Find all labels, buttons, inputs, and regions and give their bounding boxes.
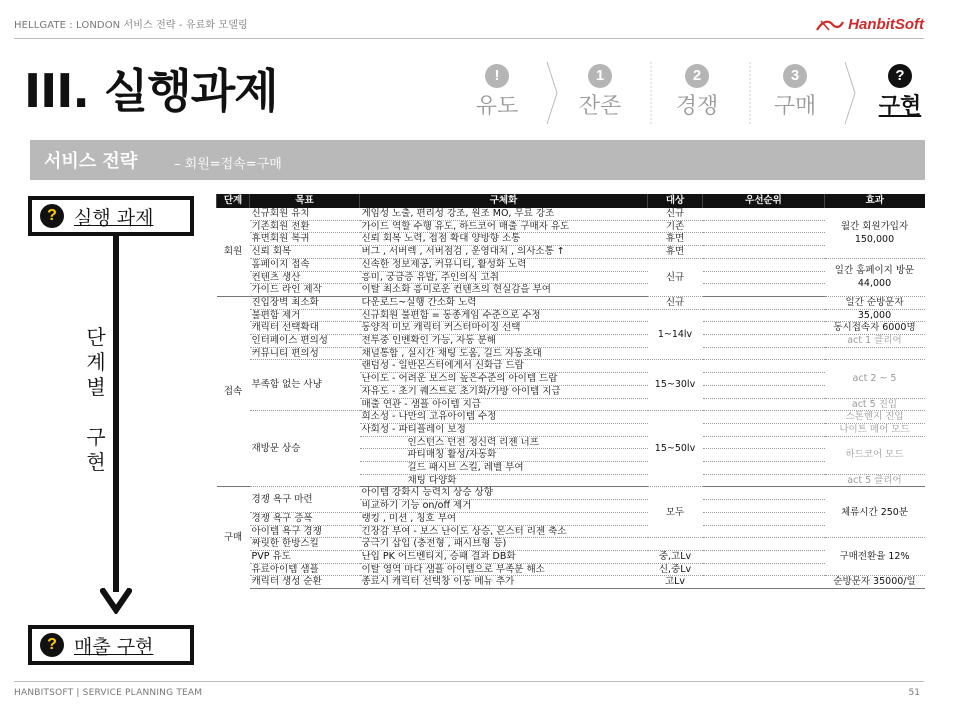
priority-cell <box>703 487 825 500</box>
logo-text: HanbitSoft <box>848 16 924 33</box>
effect-cell: 나이트 메어 모드 <box>825 423 925 436</box>
goal-cell: 인터페이스 편의성 <box>250 335 360 348</box>
table-header-row <box>217 194 925 208</box>
priority-cell <box>703 462 825 475</box>
effect-cell: 스톤헨지 진입 <box>825 411 925 424</box>
priority-cell <box>703 284 825 297</box>
detail-cell: 매출 연관 - 샘플 아이템 지급 <box>360 398 648 411</box>
step-implement[interactable] <box>855 58 945 120</box>
arrow-down-icon <box>100 588 132 614</box>
vertical-label-char: 별 <box>86 375 106 399</box>
stage-cell-access: 접속 <box>217 296 250 487</box>
question-icon: ? <box>40 633 64 657</box>
detail-cell: 신속한 정보제공, 커뮤니티, 활성화 노력 <box>360 258 648 271</box>
stage-cell-member: 회원 <box>217 208 250 296</box>
detail-cell: 자유도 - 초기 퀘스트로 초기화/가방 아이템 지급 <box>360 385 648 398</box>
col-header-priority: 우선순위 <box>703 194 825 208</box>
goal-cell: 신뢰 회복 <box>250 246 360 259</box>
step-purchase[interactable] <box>750 58 840 120</box>
priority-cell <box>703 538 825 551</box>
effect-cell: 동시접속자 6000명 <box>825 322 925 335</box>
effect-cell: 순방문자 35000/일 <box>825 576 925 589</box>
detail-cell: 채팅 다양화 <box>360 474 648 487</box>
priority-cell <box>703 322 825 335</box>
col-header-goal: 목표 <box>250 194 360 208</box>
detail-cell: 난이도 - 어려운 보스의 높은수준의 아이템 드랍 <box>360 373 648 386</box>
logo-swoosh-icon <box>815 18 845 32</box>
effect-cell: 일간 순방문자 <box>825 296 925 309</box>
header-divider <box>14 38 924 39</box>
priority-cell <box>703 296 825 309</box>
priority-cell <box>703 373 825 386</box>
goal-cell: 짜릿한 한방스킬 <box>250 538 360 551</box>
detail-cell: 궁극기 삽입 (충전형 , 패시브형 등) <box>360 538 648 551</box>
table-row <box>217 335 925 348</box>
table-row <box>217 233 925 246</box>
step-label: 경쟁 <box>675 94 719 119</box>
priority-cell <box>703 449 825 462</box>
priority-cell <box>703 208 825 220</box>
step-label: 유도 <box>475 94 519 119</box>
goal-cell: 컨텐츠 생산 <box>250 271 360 284</box>
target-cell: 휴면 <box>648 233 703 246</box>
revenue-implementation-label: 매출 구현 <box>74 635 154 658</box>
hanbitsoft-logo <box>815 16 924 33</box>
target-cell: 기존 <box>648 220 703 233</box>
priority-cell <box>703 563 825 576</box>
priority-cell <box>703 385 825 398</box>
detail-cell: 신뢰 회복 노력, 접점 확대 양방향 소통 <box>360 233 648 246</box>
detail-cell: 종료시 캐릭터 선택창 이동 메뉴 추가 <box>360 576 648 589</box>
table-row <box>217 550 925 563</box>
vertical-label-char <box>84 400 108 425</box>
goal-cell: 캐릭터 생성 순환 <box>250 576 360 589</box>
table-row <box>217 538 925 551</box>
step-number-badge: 3 <box>783 64 807 88</box>
target-cell: 신규 <box>648 208 703 220</box>
goal-cell: 진입장벽 최소화 <box>250 296 360 309</box>
table-row <box>217 208 925 220</box>
table-row <box>217 487 925 500</box>
target-cell: 모두 <box>648 487 703 538</box>
effect-cell: 하드코어 모드 <box>825 436 925 474</box>
goal-cell: 홈페이지 접속 <box>250 258 360 271</box>
goal-cell: PVP 유도 <box>250 550 360 563</box>
revenue-implementation-box <box>28 625 194 665</box>
effect-cell <box>825 347 925 360</box>
detail-cell: 희소성 - 나만의 고유아이템 수정 <box>360 411 648 424</box>
page-title: III. 실행과제 <box>24 64 278 118</box>
goal-cell: 재방문 상승 <box>250 411 360 487</box>
target-cell: 15~50lv <box>648 411 703 487</box>
detail-cell: 가이드 역할 수행 유도, 하드코어 매출 구매자 유도 <box>360 220 648 233</box>
goal-cell: 경쟁 욕구 마련 <box>250 487 360 512</box>
priority-cell <box>703 474 825 487</box>
goal-cell: 경쟁 욕구 증폭 <box>250 512 360 525</box>
priority-cell <box>703 220 825 233</box>
detail-cell: 동양적 미모 캐릭터 커스터마이징 선택 <box>360 322 648 335</box>
priority-cell <box>703 258 825 271</box>
target-cell: 신규 <box>648 296 703 309</box>
target-cell: 신,중Lv <box>648 563 703 576</box>
effect-cell: 일간 홈페이지 방문 44,000 <box>825 258 925 296</box>
effect-cell: 구매전환율 12% <box>825 538 925 576</box>
effect-cell: 35,000 <box>825 309 925 322</box>
goal-cell: 불편함 제거 <box>250 309 360 322</box>
priority-cell <box>703 500 825 513</box>
goal-cell: 유료아이템 샘플 <box>250 563 360 576</box>
table-row <box>217 322 925 335</box>
col-header-stage: 단계 <box>217 194 250 208</box>
table-row <box>217 411 925 424</box>
step-number-badge: 2 <box>685 64 709 88</box>
detail-cell: 랜덤성 - 일반몬스터에게서 신화급 드랍 <box>360 360 648 373</box>
priority-cell <box>703 411 825 424</box>
priority-cell <box>703 550 825 563</box>
detail-cell: 전투중 인벤확인 가능, 자동 분해 <box>360 335 648 348</box>
detail-cell: 아이템 강화시 능력치 상승 상향 <box>360 487 648 500</box>
table-row <box>217 296 925 309</box>
table-row <box>217 271 925 284</box>
detail-cell: 채널통합 , 실시간 채팅 도움, 길드 자동초대 <box>360 347 648 360</box>
footer-divider <box>14 681 924 682</box>
col-header-target: 대상 <box>648 194 703 208</box>
table-row <box>217 309 925 322</box>
effect-cell: 체류시간 250분 <box>825 487 925 538</box>
vertical-label-char: 단 <box>86 325 106 349</box>
detail-cell: 다운로드~실행 간소화 노력 <box>360 296 648 309</box>
effect-cell: act 2 ~ 5 <box>825 360 925 398</box>
table-row <box>217 220 925 233</box>
table-row <box>217 525 925 538</box>
step-label: 구현 <box>878 94 922 119</box>
goal-cell: 휴면회원 복귀 <box>250 233 360 246</box>
priority-cell <box>703 423 825 436</box>
priority-cell <box>703 233 825 246</box>
goal-cell: 아이템 욕구 경쟁 <box>250 525 360 538</box>
target-cell: 신규 <box>648 258 703 296</box>
table-row <box>217 360 925 373</box>
effect-cell: act 1 클리어 <box>825 335 925 348</box>
effect-cell: 월간 회원가입자 150,000 <box>825 208 925 258</box>
target-cell <box>648 538 703 551</box>
priority-cell <box>703 398 825 411</box>
detail-cell: 신규회원 불편함 = 동종게임 수준으로 수정 <box>360 309 648 322</box>
vertical-label-char: 현 <box>86 450 106 474</box>
vertical-label-char: 구 <box>86 425 106 449</box>
priority-cell <box>703 309 825 322</box>
detail-cell: 버그 , 서버렉 , 서버점검 , 운영대처 , 의사소통 ↑ <box>360 246 648 259</box>
table-row <box>217 512 925 525</box>
detail-cell: 랭킹 , 미션 , 칭호 부여 <box>360 512 648 525</box>
footer-team: HANBITSOFT | SERVICE PLANNING TEAM <box>14 688 203 698</box>
table-row <box>217 576 925 589</box>
table-row <box>217 563 925 576</box>
detail-cell: 파티매칭 활성/자동화 <box>360 449 648 462</box>
priority-cell <box>703 525 825 538</box>
detail-cell: 난입 PK 어드벤티지, 승패 결과 DB화 <box>360 550 648 563</box>
execution-task-box <box>28 196 194 236</box>
target-cell: 고Lv <box>648 576 703 589</box>
step-label: 구매 <box>773 94 817 119</box>
priority-cell <box>703 360 825 373</box>
effect-cell: act 5 진입 <box>825 398 925 411</box>
goal-cell: 부족함 없는 사냥 <box>250 360 360 411</box>
goal-cell: 가이드 라인 제작 <box>250 284 360 297</box>
detail-cell: 비교하기 기능 on/off 제거 <box>360 500 648 513</box>
step-induce[interactable] <box>452 58 542 120</box>
step-retain[interactable] <box>555 58 645 120</box>
step-label: 잔존 <box>578 94 622 119</box>
step-navigation <box>452 58 932 128</box>
detail-cell: 흥미, 궁금증 유발, 주인의식 고취 <box>360 271 648 284</box>
step-compete[interactable] <box>652 58 742 120</box>
detail-cell: 길드 패시브 스킬, 레벨 부여 <box>360 462 648 475</box>
detail-cell: 이탈 영역 마다 샘플 아이템으로 부족분 해소 <box>360 563 648 576</box>
col-header-effect: 효과 <box>825 194 925 208</box>
table-row <box>217 284 925 297</box>
target-cell: 휴면 <box>648 246 703 259</box>
table-row <box>217 347 925 360</box>
goal-cell: 캐릭터 선택확대 <box>250 322 360 335</box>
target-cell: 15~30lv <box>648 360 703 411</box>
priority-cell <box>703 335 825 348</box>
vertical-label-char: 계 <box>86 350 106 374</box>
priority-cell <box>703 271 825 284</box>
table-row <box>217 246 925 259</box>
section-subtitle: – 회원=접속=구매 <box>174 157 282 172</box>
stage-implementation-label <box>84 325 108 475</box>
goal-cell: 기존회원 전환 <box>250 220 360 233</box>
execution-task-label: 실행 과제 <box>74 206 154 229</box>
section-title: 서비스 전략 <box>44 151 138 172</box>
execution-table <box>216 194 924 589</box>
priority-cell <box>703 246 825 259</box>
col-header-detail: 구체화 <box>360 194 648 208</box>
step-number-badge: ? <box>888 64 912 88</box>
detail-cell: 긴장감 부여 - 보스 난이도 상승, 몬스터 리젠 축소 <box>360 525 648 538</box>
priority-cell <box>703 436 825 449</box>
target-cell: 중,고Lv <box>648 550 703 563</box>
detail-cell: 게임성 노출, 편리성 강조, 원조 MO, 무료 강조 <box>360 208 648 220</box>
question-icon: ? <box>40 204 64 228</box>
priority-cell <box>703 347 825 360</box>
detail-cell: 사회성 - 파티플레이 보정 <box>360 423 648 436</box>
page-number: 51 <box>908 688 920 698</box>
step-number-badge: ! <box>485 64 509 88</box>
stage-cell-purchase: 구매 <box>223 532 243 544</box>
flow-arrow-shaft <box>113 236 119 592</box>
section-header <box>30 140 925 180</box>
detail-cell: 이탈 최소화 흥미로운 컨텐츠의 현실감을 부여 <box>360 284 648 297</box>
table-row <box>217 258 925 271</box>
step-number-badge: 1 <box>588 64 612 88</box>
detail-cell: 인스턴스 던전 정신력 리젠 너프 <box>360 436 648 449</box>
document-header: HELLGATE : LONDON 서비스 전략 - 유료화 모델링 <box>14 20 248 31</box>
target-cell: 1~14lv <box>648 309 703 360</box>
priority-cell <box>703 512 825 525</box>
goal-cell: 신규회원 유치 <box>250 208 360 220</box>
priority-cell <box>703 576 825 589</box>
effect-cell: act 5 클리어 <box>825 474 925 487</box>
goal-cell: 커뮤니티 편의성 <box>250 347 360 360</box>
